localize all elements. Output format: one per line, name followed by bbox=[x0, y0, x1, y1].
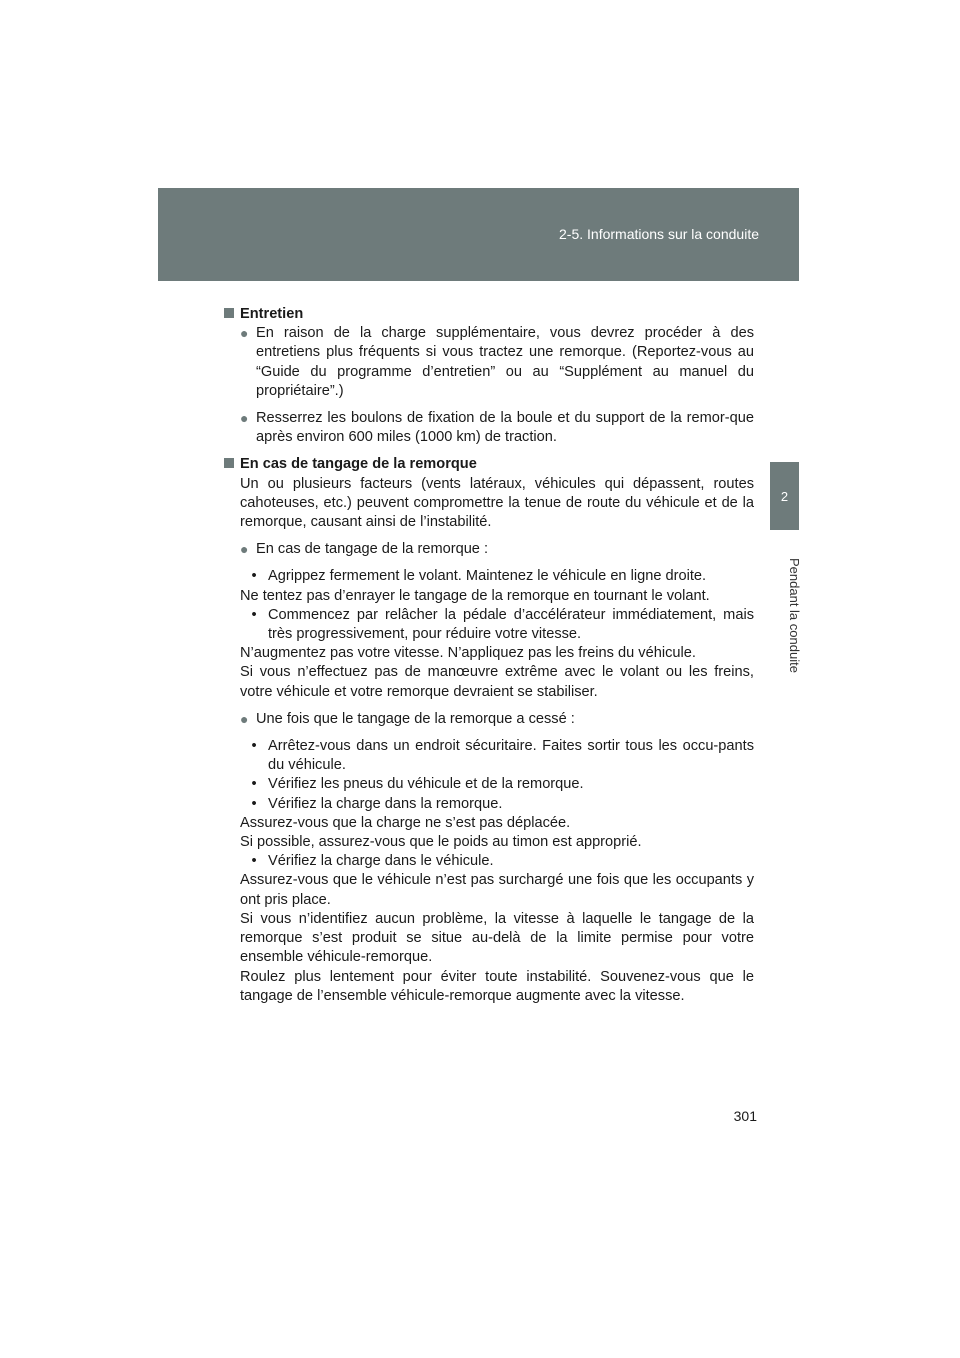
section-title-text: En cas de tangage de la remorque bbox=[240, 456, 477, 473]
list-item bbox=[240, 409, 754, 447]
chapter-tab bbox=[770, 462, 799, 530]
list-item bbox=[240, 710, 754, 729]
dash-text: Vérifiez la charge dans la remorque. bbox=[268, 795, 503, 812]
dash-list bbox=[240, 737, 754, 910]
dot-bullet-icon: • bbox=[251, 853, 257, 870]
section-title-tangage bbox=[224, 455, 754, 474]
circle-bullet-icon: ● bbox=[240, 325, 249, 342]
list-item bbox=[240, 540, 754, 559]
page-content bbox=[224, 305, 754, 1006]
section-title-text: Entretien bbox=[240, 306, 304, 322]
bullet-text: En cas de tangage de la remorque : bbox=[256, 541, 489, 558]
dash-item bbox=[240, 606, 754, 644]
header-band bbox=[158, 188, 799, 281]
square-bullet-icon bbox=[224, 458, 234, 468]
dash-subtext: Assurez-vous que le véhicule n’est pas surchargé une fois que les occupants y ont pris place. bbox=[240, 872, 754, 908]
chapter-number: 2 bbox=[780, 488, 789, 504]
dash-text: Vérifiez la charge dans le véhicule. bbox=[268, 853, 494, 870]
dash-subtext: Ne tentez pas d’enrayer le tangage de la remorque en tournant le volant. bbox=[240, 587, 710, 604]
circle-bullet-icon: ● bbox=[240, 410, 249, 427]
square-bullet-icon bbox=[224, 308, 234, 318]
paragraph-after: Roulez plus lentement pour éviter toute instabilité. Souvenez-vous que le tangage de l’ensemble véhicule-remorque augmente avec la vitesse. bbox=[240, 968, 754, 1004]
dash-subtext: Si possible, assurez-vous que le poids au timon est approprié. bbox=[240, 834, 642, 851]
dash-item bbox=[240, 852, 754, 871]
circle-bullet-icon: ● bbox=[240, 710, 249, 727]
bullet-text: Une fois que le tangage de la remorque a cessé : bbox=[256, 710, 575, 727]
chapter-title: 2-5. Informations sur la conduite bbox=[559, 226, 759, 242]
list-item bbox=[240, 324, 754, 401]
dash-item bbox=[240, 795, 754, 814]
dot-bullet-icon: • bbox=[251, 795, 257, 812]
page-number: 301 bbox=[733, 1108, 757, 1124]
dash-item bbox=[240, 737, 754, 775]
section-title-entretien bbox=[224, 305, 754, 324]
chapter-side-label: Pendant la conduite bbox=[787, 557, 802, 673]
dash-text: Commencez par relâcher la pédale d’accélérateur immédiatement, mais très progressivement, pour réduire votre vitesse. bbox=[268, 606, 754, 643]
paragraph-after: Si vous n’effectuez pas de manœuvre extrême avec le volant ou les freins, votre véhicule et votre remorque devraient se stabiliser. bbox=[240, 664, 754, 700]
dot-bullet-icon: • bbox=[251, 568, 257, 585]
dash-text: Vérifiez les pneus du véhicule et de la remorque. bbox=[268, 776, 584, 793]
dash-subtext: Assurez-vous que la charge ne s’est pas déplacée. bbox=[240, 814, 571, 831]
dash-subtext: N’augmentez pas votre vitesse. N’appliquez pas les freins du véhicule. bbox=[240, 645, 696, 662]
dash-list bbox=[240, 567, 754, 663]
bullet-text: En raison de la charge supplémentaire, vous devrez procéder à des entretiens plus fréquents si vous tractez une remorque. (Reportez-vous au “Guide du programme d’entretien” ou au “Supplément au manuel du propriétaire”.) bbox=[256, 325, 754, 399]
paragraph-after: Si vous n’identifiez aucun problème, la vitesse à laquelle le tangage de la remorque s’est produit se situe au-delà de la limite permise pour votre ensemble véhicule-remorque. bbox=[240, 910, 754, 966]
bullet-text: Resserrez les boulons de fixation de la boule et du support de la remor-que après environ 600 miles (1000 km) de traction. bbox=[256, 410, 754, 446]
paragraph-intro: Un ou plusieurs facteurs (vents latéraux, véhicules qui dépassent, routes cahoteuses, etc.) peuvent compromettre la tenue de route du véhicule et de la remorque, causant ainsi de l’instabilité. bbox=[240, 475, 754, 531]
dot-bullet-icon: • bbox=[251, 738, 257, 755]
dash-text: Arrêtez-vous dans un endroit sécuritaire. Faites sortir tous les occu-pants du véhicule. bbox=[268, 738, 754, 774]
dot-bullet-icon: • bbox=[251, 606, 257, 623]
dash-text: Agrippez fermement le volant. Maintenez le véhicule en ligne droite. bbox=[268, 568, 707, 585]
circle-bullet-icon: ● bbox=[240, 541, 249, 558]
dash-item bbox=[240, 567, 754, 586]
dot-bullet-icon: • bbox=[251, 776, 257, 793]
dash-item bbox=[240, 775, 754, 794]
